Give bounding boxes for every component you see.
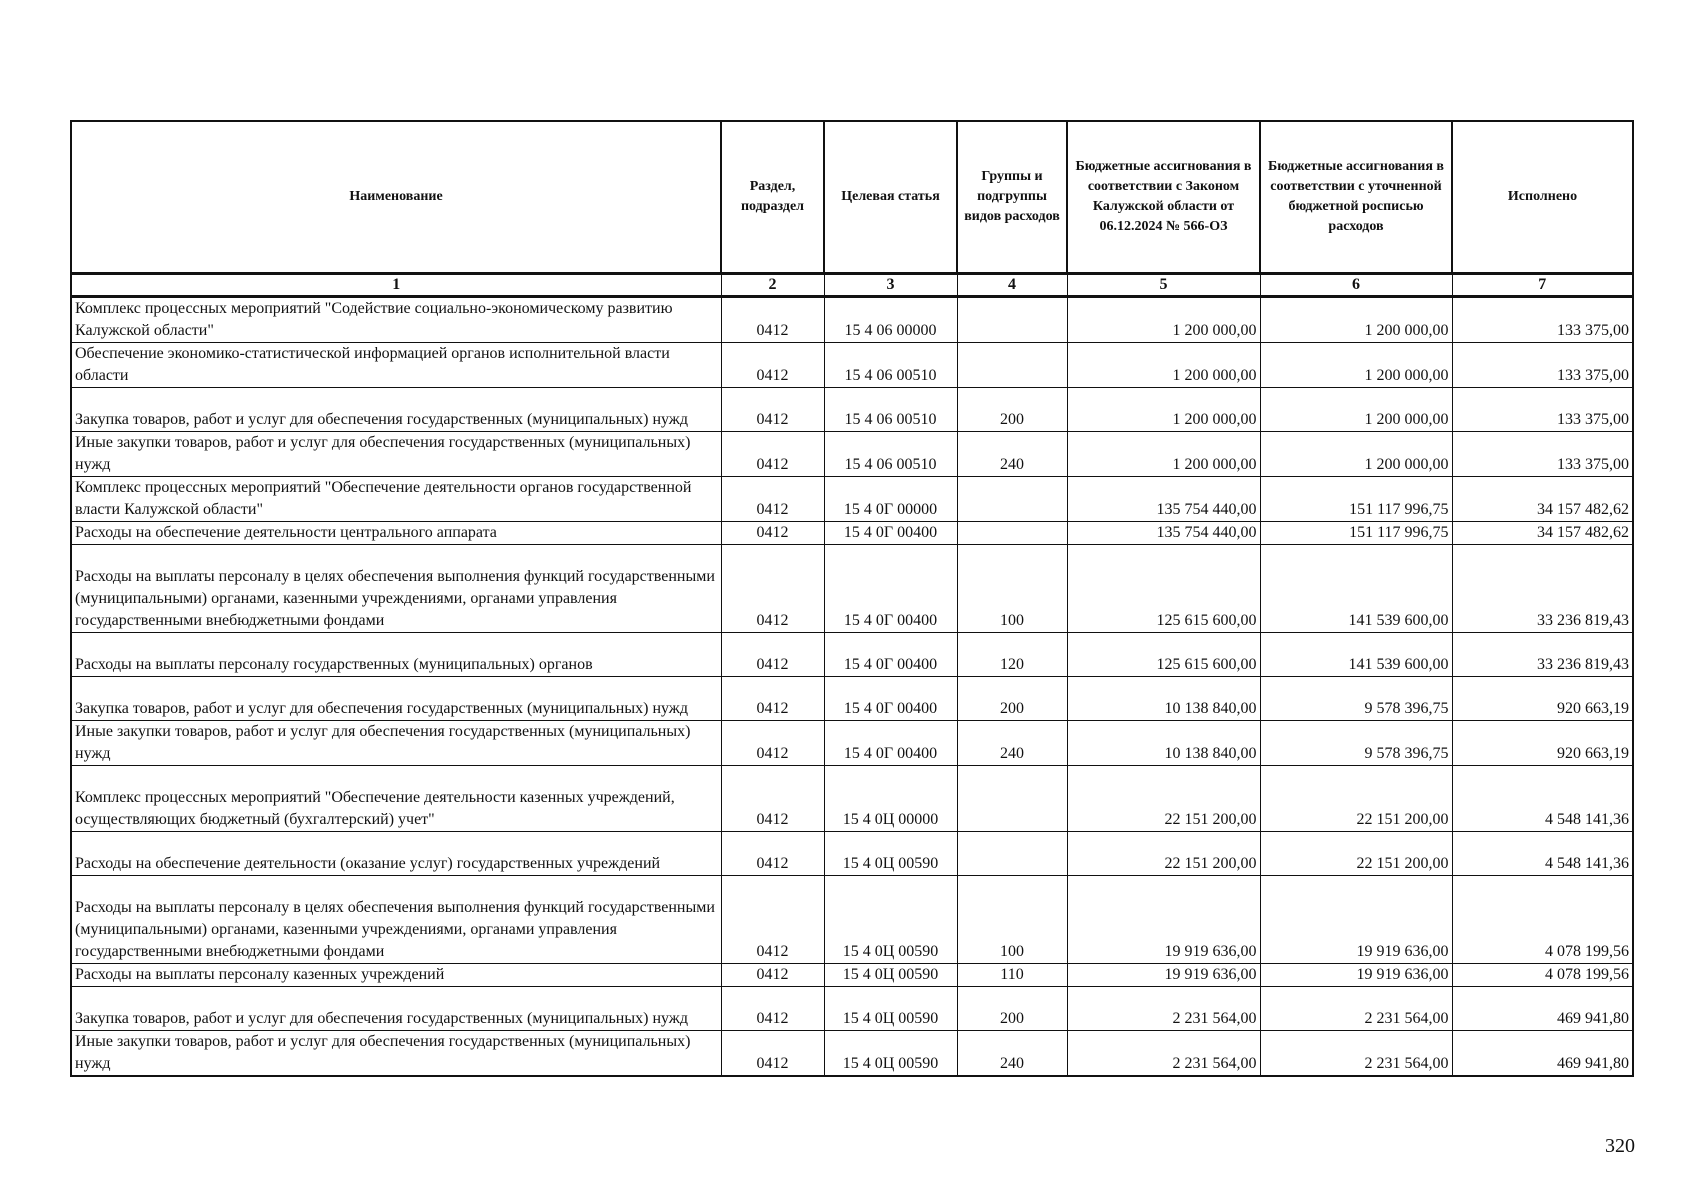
table-row xyxy=(71,522,1633,545)
cell-target: 15 4 06 00000 xyxy=(824,297,957,343)
cell-refined: 2 231 564,00 xyxy=(1260,987,1452,1031)
table-row xyxy=(71,832,1633,876)
cell-target: 15 4 0Г 00400 xyxy=(824,721,957,766)
cell-section: 0412 xyxy=(721,477,824,522)
table-row xyxy=(71,297,1633,343)
cell-target: 15 4 06 00510 xyxy=(824,343,957,388)
cell-name: Комплекс процессных мероприятий "Обеспечение деятельности казенных учреждений, осуществляющих бюджетный (бухгалтерский) учет" xyxy=(71,766,721,832)
cell-group xyxy=(957,766,1067,832)
table-row xyxy=(71,721,1633,766)
cell-executed: 33 236 819,43 xyxy=(1452,545,1633,633)
column-number: 4 xyxy=(957,274,1067,297)
cell-target: 15 4 0Ц 00000 xyxy=(824,766,957,832)
header-section: Раздел, подраздел xyxy=(721,121,824,274)
cell-refined: 9 578 396,75 xyxy=(1260,677,1452,721)
cell-target: 15 4 0Г 00400 xyxy=(824,677,957,721)
table-row xyxy=(71,633,1633,677)
cell-law: 10 138 840,00 xyxy=(1067,721,1260,766)
cell-group xyxy=(957,477,1067,522)
cell-refined: 22 151 200,00 xyxy=(1260,766,1452,832)
cell-executed: 4 078 199,56 xyxy=(1452,964,1633,987)
cell-refined: 1 200 000,00 xyxy=(1260,343,1452,388)
cell-group: 120 xyxy=(957,633,1067,677)
cell-refined: 9 578 396,75 xyxy=(1260,721,1452,766)
cell-executed: 4 548 141,36 xyxy=(1452,832,1633,876)
cell-name: Расходы на обеспечение деятельности (оказание услуг) государственных учреждений xyxy=(71,832,721,876)
cell-section: 0412 xyxy=(721,545,824,633)
cell-target: 15 4 0Г 00400 xyxy=(824,522,957,545)
cell-law: 1 200 000,00 xyxy=(1067,343,1260,388)
cell-law: 2 231 564,00 xyxy=(1067,1031,1260,1077)
header-name: Наименование xyxy=(71,121,721,274)
cell-section: 0412 xyxy=(721,633,824,677)
cell-section: 0412 xyxy=(721,876,824,964)
cell-law: 1 200 000,00 xyxy=(1067,388,1260,432)
cell-executed: 920 663,19 xyxy=(1452,677,1633,721)
cell-section: 0412 xyxy=(721,1031,824,1077)
cell-section: 0412 xyxy=(721,766,824,832)
cell-target: 15 4 06 00510 xyxy=(824,432,957,477)
cell-target: 15 4 0Ц 00590 xyxy=(824,1031,957,1077)
cell-section: 0412 xyxy=(721,343,824,388)
cell-name: Комплекс процессных мероприятий "Обеспечение деятельности органов государственной власти Калужской области" xyxy=(71,477,721,522)
cell-executed: 133 375,00 xyxy=(1452,297,1633,343)
column-number: 6 xyxy=(1260,274,1452,297)
cell-section: 0412 xyxy=(721,721,824,766)
table-row xyxy=(71,876,1633,964)
cell-executed: 920 663,19 xyxy=(1452,721,1633,766)
cell-refined: 151 117 996,75 xyxy=(1260,522,1452,545)
cell-group: 200 xyxy=(957,388,1067,432)
cell-name: Иные закупки товаров, работ и услуг для обеспечения государственных (муниципальных) нужд xyxy=(71,432,721,477)
page-number: 320 xyxy=(1605,1135,1635,1157)
cell-name: Закупка товаров, работ и услуг для обеспечения государственных (муниципальных) нужд xyxy=(71,388,721,432)
cell-refined: 1 200 000,00 xyxy=(1260,432,1452,477)
cell-refined: 151 117 996,75 xyxy=(1260,477,1452,522)
cell-refined: 19 919 636,00 xyxy=(1260,876,1452,964)
cell-group xyxy=(957,522,1067,545)
cell-name: Расходы на выплаты персоналу государственных (муниципальных) органов xyxy=(71,633,721,677)
column-number: 3 xyxy=(824,274,957,297)
table-row xyxy=(71,343,1633,388)
cell-name: Обеспечение экономико-статистической информацией органов исполнительной власти области xyxy=(71,343,721,388)
cell-law: 19 919 636,00 xyxy=(1067,876,1260,964)
cell-refined: 1 200 000,00 xyxy=(1260,388,1452,432)
cell-executed: 4 078 199,56 xyxy=(1452,876,1633,964)
cell-group: 100 xyxy=(957,545,1067,633)
header-executed: Исполнено xyxy=(1452,121,1633,274)
cell-refined: 141 539 600,00 xyxy=(1260,633,1452,677)
cell-name: Расходы на выплаты персоналу в целях обеспечения выполнения функций государственными (муниципальными) органами, казенными учреждениями, органами управления государственными внебюджетными фондами xyxy=(71,876,721,964)
table-row xyxy=(71,545,1633,633)
table-row xyxy=(71,477,1633,522)
cell-executed: 34 157 482,62 xyxy=(1452,522,1633,545)
cell-law: 1 200 000,00 xyxy=(1067,432,1260,477)
cell-target: 15 4 0Г 00400 xyxy=(824,633,957,677)
cell-law: 125 615 600,00 xyxy=(1067,633,1260,677)
cell-group: 200 xyxy=(957,987,1067,1031)
cell-name: Расходы на выплаты персоналу в целях обеспечения выполнения функций государственными (муниципальными) органами, казенными учреждениями, органами управления государственными внебюджетными фондами xyxy=(71,545,721,633)
cell-group: 100 xyxy=(957,876,1067,964)
cell-law: 1 200 000,00 xyxy=(1067,297,1260,343)
cell-law: 135 754 440,00 xyxy=(1067,522,1260,545)
cell-refined: 141 539 600,00 xyxy=(1260,545,1452,633)
cell-group xyxy=(957,832,1067,876)
cell-group: 240 xyxy=(957,1031,1067,1077)
budget-table xyxy=(70,120,1634,1077)
cell-executed: 469 941,80 xyxy=(1452,987,1633,1031)
cell-group xyxy=(957,343,1067,388)
column-number: 5 xyxy=(1067,274,1260,297)
cell-law: 125 615 600,00 xyxy=(1067,545,1260,633)
cell-group: 200 xyxy=(957,677,1067,721)
cell-section: 0412 xyxy=(721,432,824,477)
cell-target: 15 4 0Г 00000 xyxy=(824,477,957,522)
cell-group: 240 xyxy=(957,432,1067,477)
table-row xyxy=(71,1031,1633,1077)
table-row xyxy=(71,766,1633,832)
cell-executed: 4 548 141,36 xyxy=(1452,766,1633,832)
cell-name: Расходы на обеспечение деятельности центрального аппарата xyxy=(71,522,721,545)
table-row xyxy=(71,677,1633,721)
cell-executed: 133 375,00 xyxy=(1452,388,1633,432)
cell-name: Закупка товаров, работ и услуг для обеспечения государственных (муниципальных) нужд xyxy=(71,987,721,1031)
cell-target: 15 4 0Ц 00590 xyxy=(824,964,957,987)
table-header xyxy=(71,121,1633,274)
cell-section: 0412 xyxy=(721,987,824,1031)
cell-executed: 34 157 482,62 xyxy=(1452,477,1633,522)
table-body xyxy=(71,274,1633,1077)
column-number: 7 xyxy=(1452,274,1633,297)
cell-name: Комплекс процессных мероприятий "Содействие социально-экономическому развитию Калужской области" xyxy=(71,297,721,343)
cell-section: 0412 xyxy=(721,964,824,987)
cell-refined: 1 200 000,00 xyxy=(1260,297,1452,343)
cell-executed: 133 375,00 xyxy=(1452,432,1633,477)
cell-name: Иные закупки товаров, работ и услуг для обеспечения государственных (муниципальных) нужд xyxy=(71,721,721,766)
cell-refined: 19 919 636,00 xyxy=(1260,964,1452,987)
cell-target: 15 4 0Г 00400 xyxy=(824,545,957,633)
cell-section: 0412 xyxy=(721,388,824,432)
table-row xyxy=(71,964,1633,987)
cell-law: 2 231 564,00 xyxy=(1067,987,1260,1031)
cell-name: Расходы на выплаты персоналу казенных учреждений xyxy=(71,964,721,987)
header-target: Целевая статья xyxy=(824,121,957,274)
table-row xyxy=(71,432,1633,477)
cell-section: 0412 xyxy=(721,522,824,545)
cell-group xyxy=(957,297,1067,343)
cell-refined: 2 231 564,00 xyxy=(1260,1031,1452,1077)
header-group: Группы и подгруппы видов расходов xyxy=(957,121,1067,274)
cell-executed: 133 375,00 xyxy=(1452,343,1633,388)
cell-target: 15 4 0Ц 00590 xyxy=(824,987,957,1031)
cell-section: 0412 xyxy=(721,832,824,876)
cell-law: 22 151 200,00 xyxy=(1067,766,1260,832)
cell-executed: 33 236 819,43 xyxy=(1452,633,1633,677)
cell-group: 240 xyxy=(957,721,1067,766)
column-number: 1 xyxy=(71,274,721,297)
cell-section: 0412 xyxy=(721,297,824,343)
cell-refined: 22 151 200,00 xyxy=(1260,832,1452,876)
cell-law: 135 754 440,00 xyxy=(1067,477,1260,522)
column-number: 2 xyxy=(721,274,824,297)
header-refined: Бюджетные ассигнования в соответствии с уточненной бюджетной росписью расходов xyxy=(1260,121,1452,274)
cell-target: 15 4 0Ц 00590 xyxy=(824,832,957,876)
cell-law: 19 919 636,00 xyxy=(1067,964,1260,987)
cell-target: 15 4 06 00510 xyxy=(824,388,957,432)
column-number-row xyxy=(71,274,1633,297)
cell-law: 10 138 840,00 xyxy=(1067,677,1260,721)
table-row xyxy=(71,987,1633,1031)
cell-executed: 469 941,80 xyxy=(1452,1031,1633,1077)
cell-group: 110 xyxy=(957,964,1067,987)
header-law: Бюджетные ассигнования в соответствии с Законом Калужской области от 06.12.2024 № 566-ОЗ xyxy=(1067,121,1260,274)
cell-name: Закупка товаров, работ и услуг для обеспечения государственных (муниципальных) нужд xyxy=(71,677,721,721)
cell-target: 15 4 0Ц 00590 xyxy=(824,876,957,964)
cell-name: Иные закупки товаров, работ и услуг для обеспечения государственных (муниципальных) нужд xyxy=(71,1031,721,1077)
table-row xyxy=(71,388,1633,432)
cell-section: 0412 xyxy=(721,677,824,721)
cell-law: 22 151 200,00 xyxy=(1067,832,1260,876)
